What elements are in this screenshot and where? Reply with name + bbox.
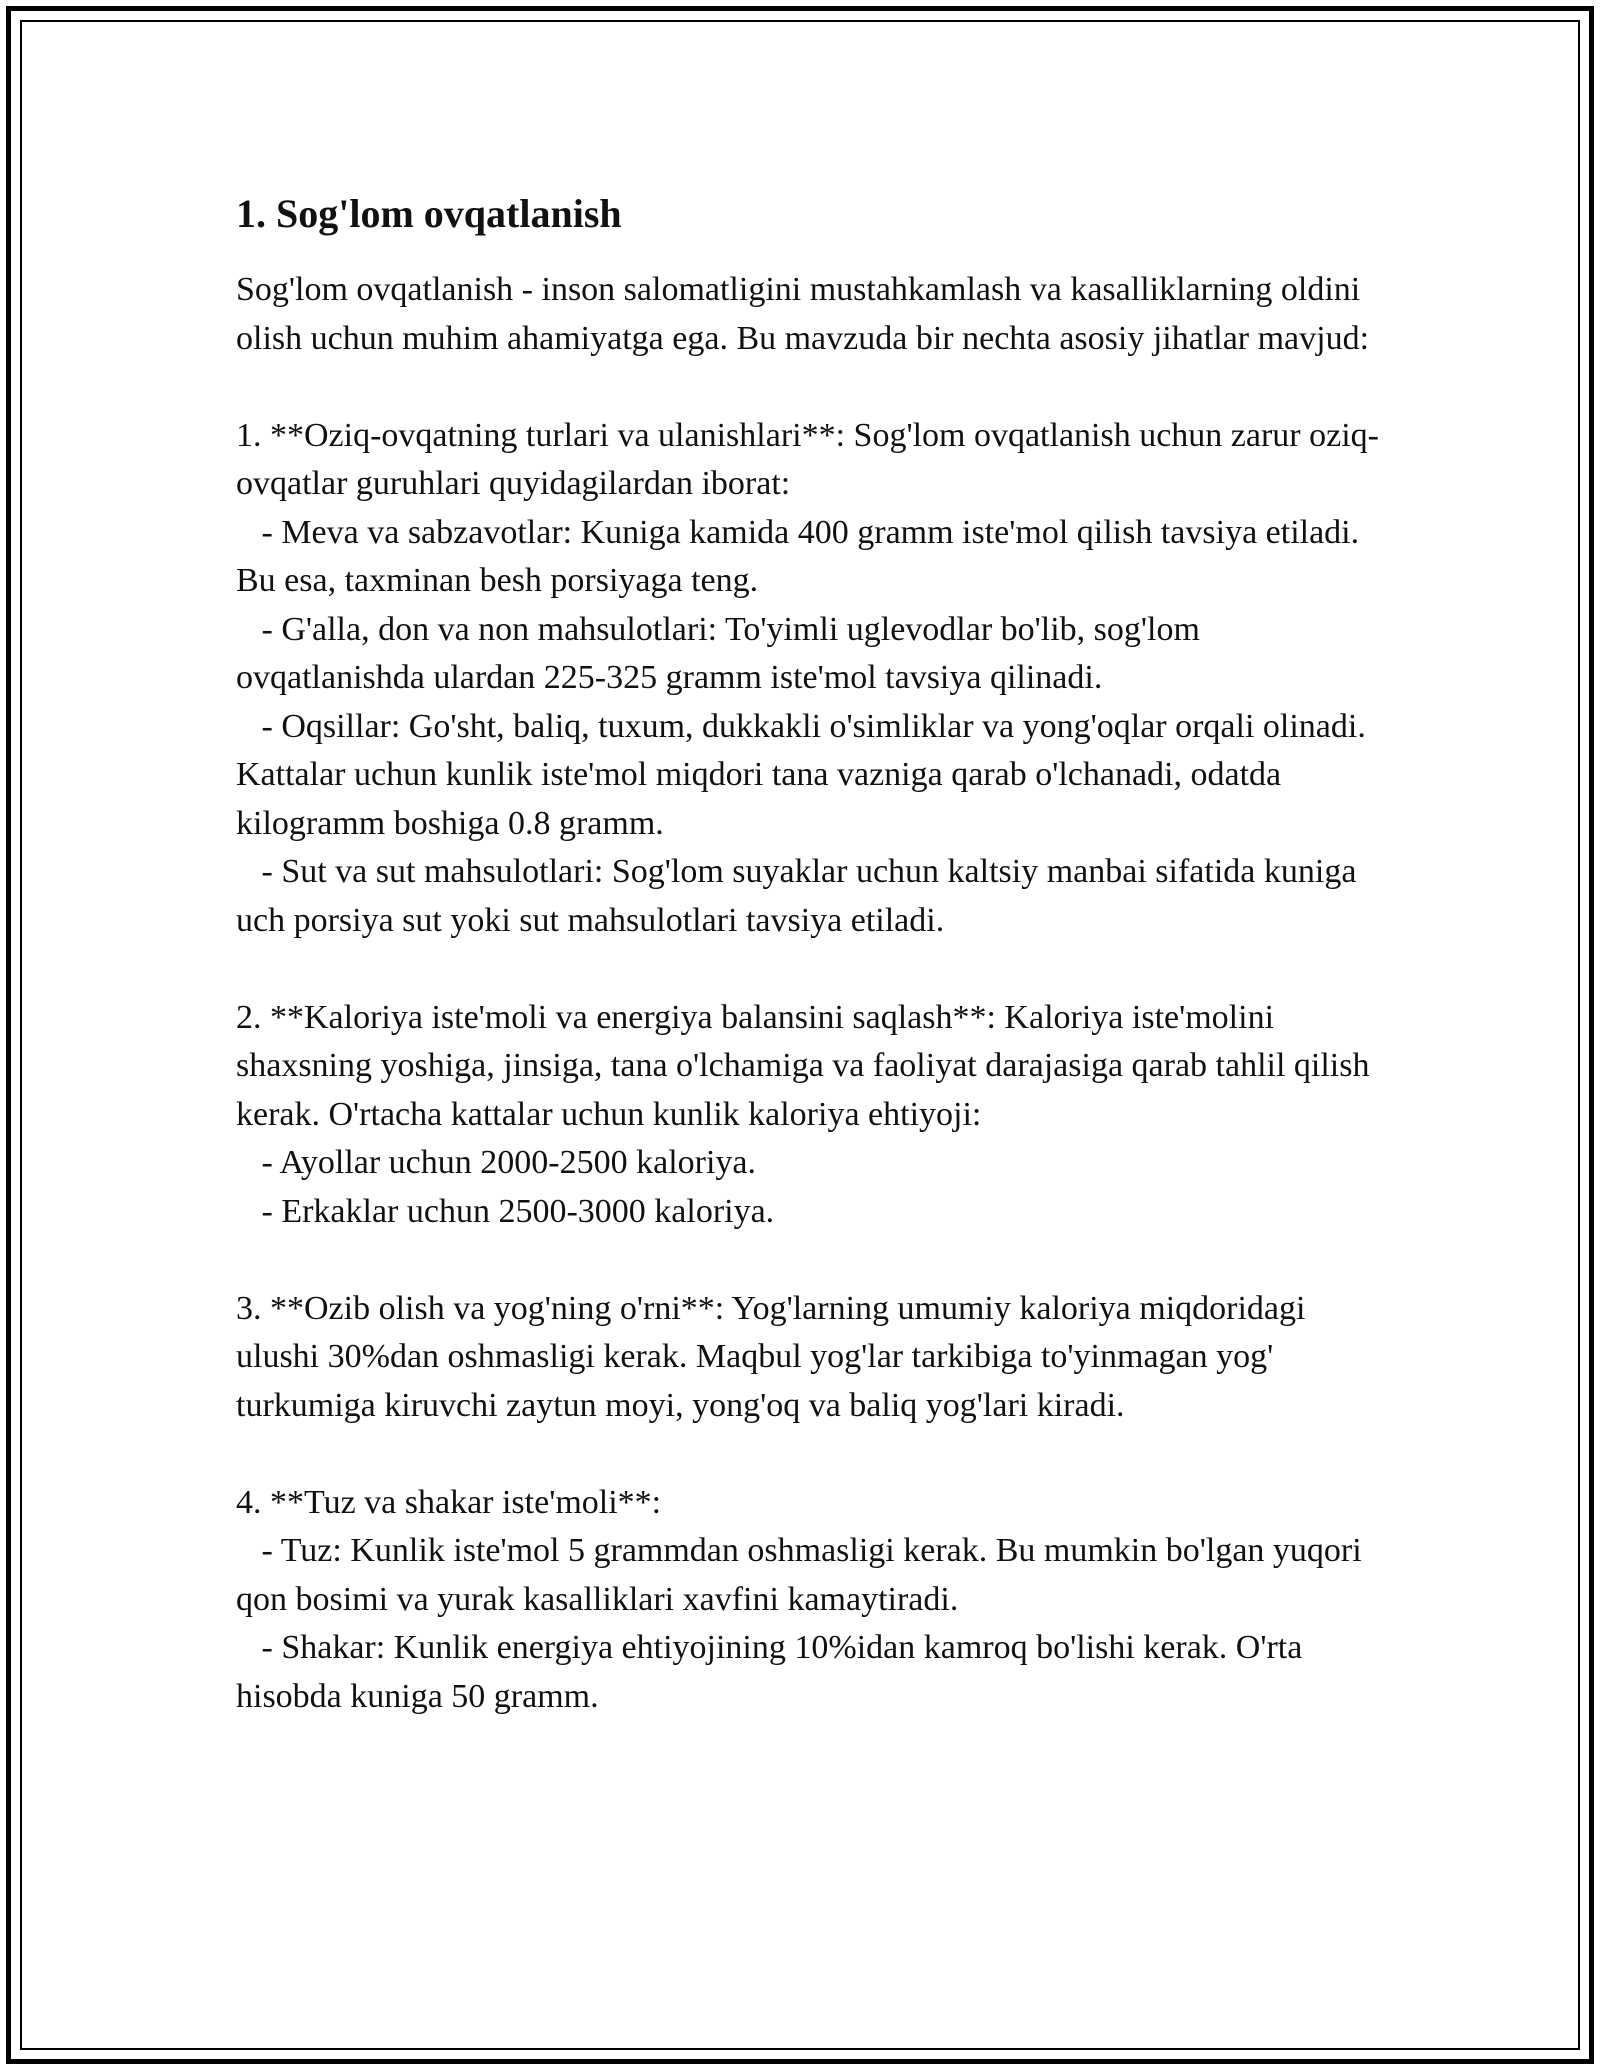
list-item: - Oqsillar: Go'sht, baliq, tuxum, dukkakli o'simliklar va yong'oqlar orqali olinadi. Kattalar uchun kunlik iste'mol miqdori tana vazniga qarab o'lchanadi, odatda kilogramm boshiga 0.8 gramm.: [236, 707, 1375, 842]
spacer: [236, 1236, 1386, 1285]
section-heading: 1. **Oziq-ovqatning turlari va ulanishlari**: Sog'lom ovqatlanish uchun zarur oziq-ovqatlar guruhlari quyidagilardan iborat:: [236, 416, 1379, 502]
section-3: [236, 1285, 1386, 1431]
spacer: [236, 363, 1386, 412]
intro-paragraph: Sog'lom ovqatlanish - inson salomatligini mustahkamlash va kasalliklarning oldini olish uchun muhim ahamiyatga ega. Bu mavzuda bir nechta asosiy jihatlar mavjud:: [236, 271, 1370, 357]
document-body: [236, 188, 1386, 1721]
section-1: [236, 412, 1386, 946]
list-item: - Shakar: Kunlik energiya ehtiyojining 10%idan kamroq bo'lishi kerak. O'rta hisobda kuniga 50 gramm.: [236, 1629, 1311, 1715]
list-item: - Ayollar uchun 2000-2500 kaloriya.: [236, 1144, 756, 1181]
list-item: - Erkaklar uchun 2500-3000 kaloriya.: [236, 1192, 775, 1230]
list-item: - Sut va sut mahsulotlari: Sog'lom suyaklar uchun kaltsiy manbai sifatida kuniga uch porsiya sut yoki sut mahsulotlari tavsiya etiladi.: [236, 853, 1365, 939]
section-heading: 3. **Ozib olish va yog'ning o'rni**: Yog'larning umumiy kaloriya miqdoridagi ulushi 30%dan oshmasligi kerak. Maqbul yog'lar tarkibiga to'yinmagan yog' turkumiga kiruvchi zaytun moyi, yong'oq va baliq yog'lari kiradi.: [236, 1289, 1314, 1424]
spacer: [236, 1430, 1386, 1479]
spacer: [236, 945, 1386, 994]
section-heading: 4. **Tuz va shakar iste'moli**:: [236, 1483, 662, 1521]
section-4: [236, 1479, 1386, 1722]
document-title: 1. Sog'lom ovqatlanish: [236, 191, 622, 236]
list-item: - Tuz: Kunlik iste'mol 5 grammdan oshmasligi kerak. Bu mumkin bo'lgan yuqori qon bosimi va yurak kasalliklari xavfini kamaytiradi.: [236, 1532, 1371, 1618]
list-item: - G'alla, don va non mahsulotlari: To'yimli uglevodlar bo'lib, sog'lom ovqatlanishda ulardan 225-325 gramm iste'mol tavsiya qilinadi.: [236, 610, 1209, 696]
list-item: - Meva va sabzavotlar: Kuniga kamida 400 gramm iste'mol qilish tavsiya etiladi. Bu esa, taxminan besh porsiyaga teng.: [236, 513, 1368, 599]
section-2: [236, 994, 1386, 1237]
section-heading: 2. **Kaloriya iste'moli va energiya balansini saqlash**: Kaloriya iste'molini shaxsning yoshiga, jinsiga, tana o'lchamiga va faoliyat darajasiga qarab tahlil qilish kerak. O'rtacha kattalar uchun kunlik kaloriya ehtiyoji:: [236, 998, 1378, 1133]
